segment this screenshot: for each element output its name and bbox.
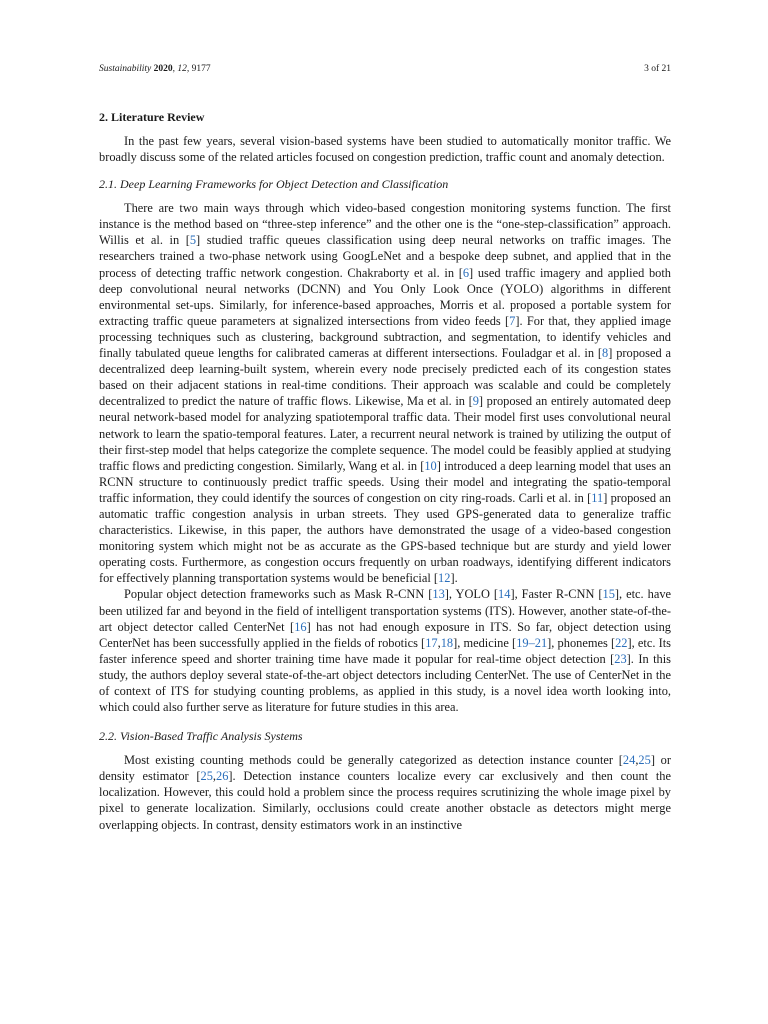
- body-paragraph: Popular object detection frameworks such as Mask R-CNN [13], YOLO [14], Faster R-CNN [15], etc. have been utilized far and beyond in the field of intelligent transportation systems (ITS). However, another state-of-the-art object detector called CenterNet [16] has not had enough exposure in ITS. So far, object detection using CenterNet has been successfully applied in the fields of robotics [17,18], medicine [19–21], phonemes [22], etc. Its faster inference speed and shorter training time have made it popular for real-time object detection [23]. In this study, the authors deploy several state-of-the-art object detectors including CenterNet. The use of CenterNet in the of context of ITS for studying counting problems, as applied in this study, is a novel idea worth looking into, which could also further serve as literature for future studies in this area.: [99, 587, 672, 715]
- body-paragraph: Most existing counting methods could be generally categorized as detection instance counter [24,25] or density estimator [25,26]. Detection instance counters localize every car exclusively and then count the localization. However, this could hold a problem since the process requires scrutinizing the whole image pixel by pixel to generate localization. Similarly, occlusions could create another obstacle as detectors might merge overlapping objects. In contrast, density estimators work in an instinctive: [99, 753, 671, 832]
- citation-link[interactable]: 5: [189, 233, 197, 248]
- citation-link[interactable]: 6: [462, 265, 470, 280]
- citation-link[interactable]: 12: [438, 571, 451, 586]
- citation-link[interactable]: 25: [200, 769, 213, 784]
- subsection-heading-2-1: 2.1. Deep Learning Frameworks for Object Detection and Classification: [99, 177, 449, 192]
- citation-link[interactable]: 18: [440, 635, 454, 650]
- citation-link[interactable]: 16: [294, 619, 307, 634]
- citation-link[interactable]: 13: [432, 587, 445, 602]
- citation-link[interactable]: 23: [614, 651, 627, 666]
- citation-link[interactable]: 14: [498, 587, 511, 602]
- subsection-2-1-body: [99, 200, 671, 715]
- citation-link[interactable]: 8: [602, 346, 609, 361]
- citation-link[interactable]: 10: [424, 458, 437, 473]
- citation-link[interactable]: 17: [425, 635, 438, 650]
- journal-citation: Sustainability 2020, 12, 9177: [99, 64, 211, 74]
- body-paragraph: There are two main ways through which video-based congestion monitoring systems function. The first instance is the method based on “three-step inference” and the other one is the “one-step-classification” approach. Willis et al. in [5] studied traffic queues classification using deep neural networks on traffic images. The researchers trained a two-phase network using GoogLeNet and a bespoke deep subnet, and applied that in the process of detecting traffic network congestion. Chakraborty et al. in [6] used traffic imagery and applied both deep convolutional neural networks (DCNN) and You Only Look Once (YOLO) algorithms in different environmental set-ups. Similarly, for inference-based approaches, Morris et al. proposed a portable system for extracting traffic queue parameters at signalized intersections from video feeds [7]. For that, they applied image processing techniques such as clustering, background subtraction, and segmentation, to identify vehicles and finally tabulated queue lengths for calibrated cameras at different intersections. Fouladgar et al. in [8] proposed a decentralized deep learning-built system, wherein every node precisely predicted each of its congestion states based on their adjacent stations in real-time conditions. Their approach was scalable and could be completely decentralized to predict the nature of traffic flows. Likewise, Ma et al. in [9] proposed an entirely automated deep neural network-based model for analyzing spatiotemporal traffic data. Their model first uses convolutional neural network to learn the spatio-temporal features. Later, a recurrent neural network is trained by utilizing the output of their first-step model that helps categorize the complete sequence. The model could be feasibly applied at studying traffic flows and predicting congestion. Similarly, Wang et al. in [10] introduced a deep learning model that uses an RCNN structure to continuously predict traffic speeds. Using their model and integrating the spatio-temporal traffic information, they could identify the sources of congestion on city ring-roads. Carli et al. in [11] proposed an automatic traffic congestion analysis in urban streets. They used GPS-generated data to generalize traffic characteristics. Likewise, in this paper, the authors have demonstrated the usage of a video-based congestion monitoring system which might not be as accurate as the GPS-based technique but are sturdy and yield lower operating costs. Furthermore, as congestion occurs frequently on urban roadways, identifying different indicators for effectively planning transportation systems would be beneficial [12].: [99, 201, 672, 586]
- citation-link[interactable]: 26: [216, 769, 229, 784]
- section-heading: 2. Literature Review: [99, 110, 205, 124]
- page-number: 3 of 21: [644, 64, 671, 74]
- section-intro-paragraph: In the past few years, several vision-based systems have been studied to automatically monitor traffic. We broadly discuss some of the related articles focused on congestion prediction, traffic count and anomaly detection.: [99, 134, 671, 165]
- citation-link[interactable]: 19–21: [516, 635, 548, 650]
- citation-link[interactable]: 24: [622, 753, 636, 768]
- citation-link[interactable]: 11: [591, 490, 604, 505]
- paper-page: [99, 64, 671, 833]
- running-header: [99, 64, 671, 78]
- subsection-2-2-body: [99, 752, 671, 832]
- citation-link[interactable]: 15: [602, 587, 615, 602]
- citation-link[interactable]: 25: [638, 753, 651, 768]
- citation-link[interactable]: 9: [472, 394, 479, 409]
- citation-link[interactable]: 7: [509, 313, 516, 328]
- citation-link[interactable]: 22: [615, 635, 628, 650]
- subsection-heading-2-2: 2.2. Vision-Based Traffic Analysis Systems: [99, 729, 303, 744]
